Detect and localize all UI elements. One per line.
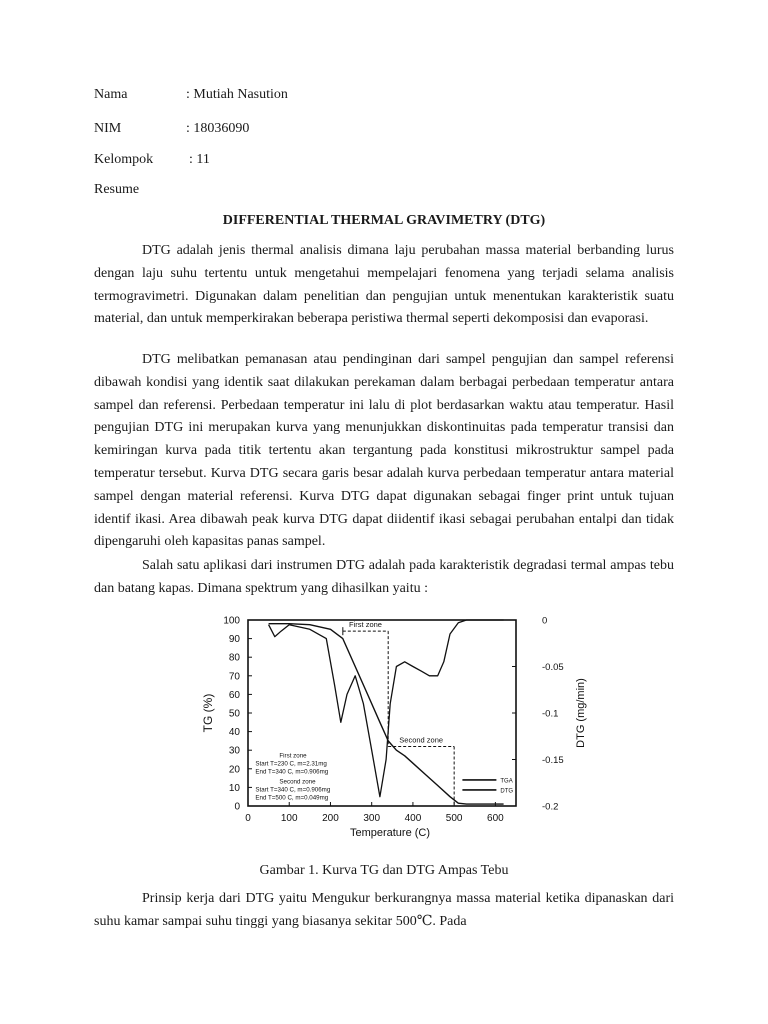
legend-label-tga: TGA [500, 778, 513, 785]
y-tick-label: 50 [228, 708, 240, 720]
nama-label: Nama [94, 87, 128, 102]
y-axis-title: TG (%) [201, 693, 215, 733]
y2-tick-label: 0 [542, 615, 548, 627]
y2-axis-title: DTG (mg/min) [575, 678, 587, 748]
y2-tick-label: -0.15 [542, 755, 564, 766]
zone-info-text-1: First zone [279, 752, 307, 760]
resume-label: Resume [94, 182, 140, 197]
y-tick-label: 90 [228, 634, 240, 646]
x-tick-label: 200 [322, 813, 339, 824]
y-tick-label: 30 [228, 745, 240, 757]
x-axis-title: Temperature (C) [349, 827, 431, 839]
nim-value: : 18036090 [186, 121, 250, 136]
tg-dtg-chart [198, 606, 598, 846]
zone-info-text-5: Start T=340 C, m=0.906mg [255, 786, 331, 794]
y-tick-label: 40 [228, 727, 240, 739]
x-tick-label: 600 [487, 813, 504, 824]
first-zone-label: First zone [349, 620, 382, 630]
paragraph-2: DTG melibatkan pemanasan atau pendinginan dari sampel pengujian dan sampel referensi dibawah kondisi yang identik saat dilakukan perekaman dalam berbagai perbedaan temperatur antara sampel dan referensi. Perbedaan temperatur ini lalu di plot berdasarkan waktu atau temperatur. Hasil pengujian DTG ini merupakan kurva yang menunjukkan diskontinuitas pada temperatur transisi dan kemiringan kurva pada titik tertentu akan tergantung pada konstitusi mikrostruktur sampel pada temperatur tersebut. Kurva DTG secara garis besar adalah kurva perbedaan temperatur antara material sampel dengan material referensi. Kurva DTG dapat digunakan sebagai finger print untuk tujuan identif ikasi. Area dibawah peak kurva DTG dapat diidentif ikasi sebagai perubahan entalpi dan tidak dipengaruhi oleh kapasitas panas sampel. [94, 352, 674, 550]
paragraph-1: DTG adalah jenis thermal analisis dimana laju perubahan massa material berbanding lurus dengan laju suhu tertentu untuk mengetahui mempelajari fenomena yang terjadi selama analisis termogravimetri. Digunakan dalam penelitian dan pengujian untuk menentukan karakteristik suatu material, dan untuk memperkirakan beberapa peristiwa thermal seperti dekomposisi dan evaporasi. [94, 243, 674, 327]
legend-label-dtg: DTG [500, 788, 514, 795]
x-tick-label: 100 [280, 813, 298, 824]
figure-caption: Gambar 1. Kurva TG dan DTG Ampas Tebu [259, 863, 509, 878]
x-tick-label: 300 [363, 813, 381, 824]
x-tick-label: 500 [445, 813, 463, 824]
y-tick-label: 10 [228, 782, 240, 794]
second-zone-label: Second zone [399, 735, 444, 745]
x-tick-label: 0 [245, 813, 251, 824]
y2-tick-label: -0.05 [542, 662, 564, 673]
tg-dtg-figure [198, 606, 598, 846]
y-tick-label: 60 [228, 689, 240, 701]
paragraph-4: Prinsip kerja dari DTG yaitu Mengukur berkurangnya massa material ketika dipanaskan dari suhu kamar sampai suhu tinggi yang biasanya sekitar 500℃. Pada [94, 891, 674, 929]
y-tick-label: 20 [228, 764, 240, 776]
y-tick-label: 80 [228, 652, 240, 664]
y2-tick-label: -0.1 [542, 708, 559, 720]
y-tick-label: 0 [234, 801, 240, 813]
nim-label: NIM [94, 121, 122, 136]
zone-info-text-3: End T=340 C, m=0.906mg [255, 768, 329, 776]
series-line-tga [269, 624, 504, 804]
zone-info-text-2: Start T=230 C, m=2.31mg [255, 760, 327, 768]
kelompok-value: : 11 [189, 152, 210, 167]
x-tick-label: 400 [404, 813, 422, 824]
paragraph-3: Salah satu aplikasi dari instrumen DTG adalah pada karakteristik degradasi termal ampas tebu dan batang kapas. Dimana spektrum yang dihasilkan yaitu : [94, 558, 674, 596]
y2-tick-label: -0.2 [542, 801, 559, 813]
nama-value: : Mutiah Nasution [186, 87, 288, 102]
document-title: DIFFERENTIAL THERMAL GRAVIMETRY (DTG) [222, 213, 546, 228]
y-tick-label: 70 [228, 671, 240, 683]
zone-info-text-6: End T=500 C, m=0.049mg [255, 794, 329, 802]
zone-info-text-4: Second zone [279, 778, 316, 786]
kelompok-label: Kelompok [94, 152, 154, 167]
y-tick-label: 100 [223, 615, 240, 627]
